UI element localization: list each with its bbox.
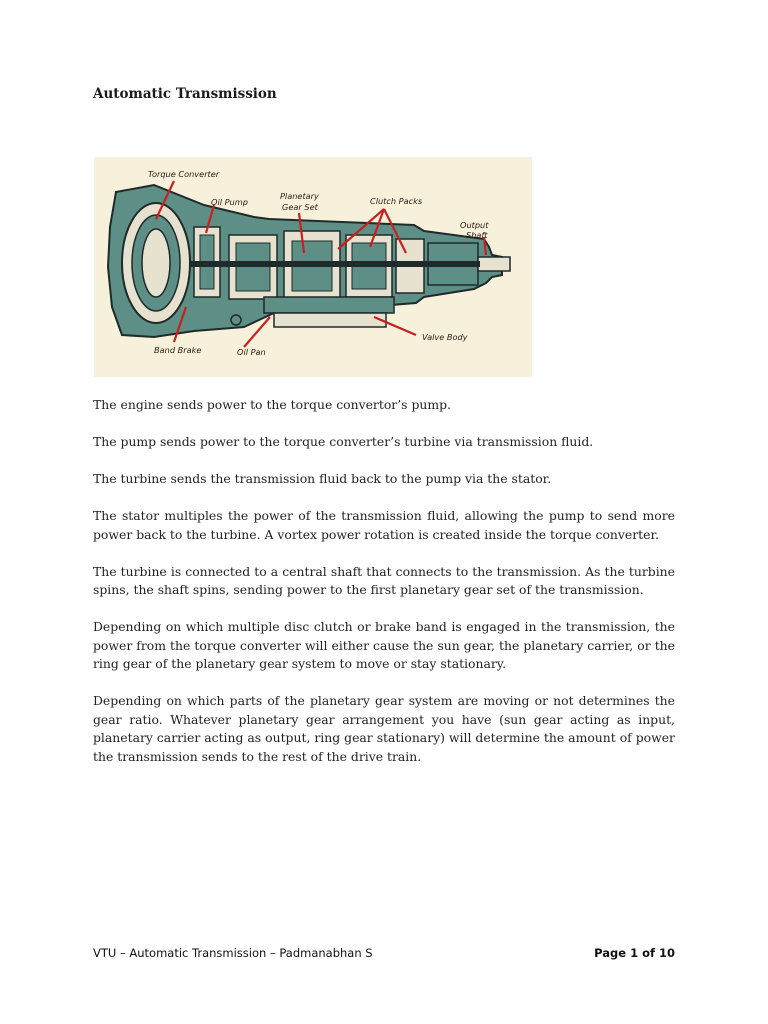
label-oil-pump: Oil Pump: [211, 197, 248, 207]
label-valve-body: Valve Body: [422, 332, 468, 342]
paragraph: The engine sends power to the torque convertor’s pump.: [93, 397, 451, 412]
document-title: Automatic Transmission: [93, 86, 277, 102]
paragraph: The pump sends power to the torque converter’s turbine via transmission fluid.: [93, 434, 594, 449]
paragraph: The stator multiples the power of the transmission fluid, allowing the pump to send more power back to the turbine. A vortex power rotation is created inside the torque converter.: [93, 508, 675, 542]
paragraph: The turbine is connected to a central shaft that connects to the transmission. As the turbine spins, the shaft spins, sending power to the first planetary gear set of the transmission.: [93, 563, 675, 597]
label-clutch-packs: Clutch Packs: [370, 196, 423, 206]
footer-text: VTU – Automatic Transmission – Padmanabhan S: [93, 946, 373, 960]
label-band-brake: Band Brake: [154, 345, 202, 355]
label-output-line2: Shaft: [466, 230, 488, 240]
paragraph: The turbine sends the transmission fluid back to the pump via the stator.: [93, 471, 552, 486]
label-planetary-line2: Gear Set: [282, 202, 318, 212]
paragraph: Depending on which parts of the planetary gear system are moving or not determines the gear ratio. Whatever planetary gear arrangement you have (sun gear acting as input, planetary carrier acting as output, ring gear stationary) will determine the amount of power the transmission sends to the rest of the drive train.: [93, 693, 675, 764]
page-footer: [93, 946, 675, 960]
paragraph: Depending on which multiple disc clutch or brake band is engaged in the transmission, the power from the torque converter will either cause the sun gear, the planetary carrier, or the ring gear of the planetary gear system to move or stay stationary.: [93, 619, 675, 671]
label-planetary-line1: Planetary: [280, 191, 319, 201]
transmission-diagram: [94, 157, 532, 377]
label-oil-pan: Oil Pan: [237, 347, 266, 357]
transmission-illustration: [94, 157, 532, 377]
label-torque-converter: Torque Converter: [148, 169, 220, 179]
document-body: [93, 396, 675, 785]
label-output-line1: Output: [460, 220, 489, 230]
page-number: Page 1 of 10: [594, 946, 675, 960]
